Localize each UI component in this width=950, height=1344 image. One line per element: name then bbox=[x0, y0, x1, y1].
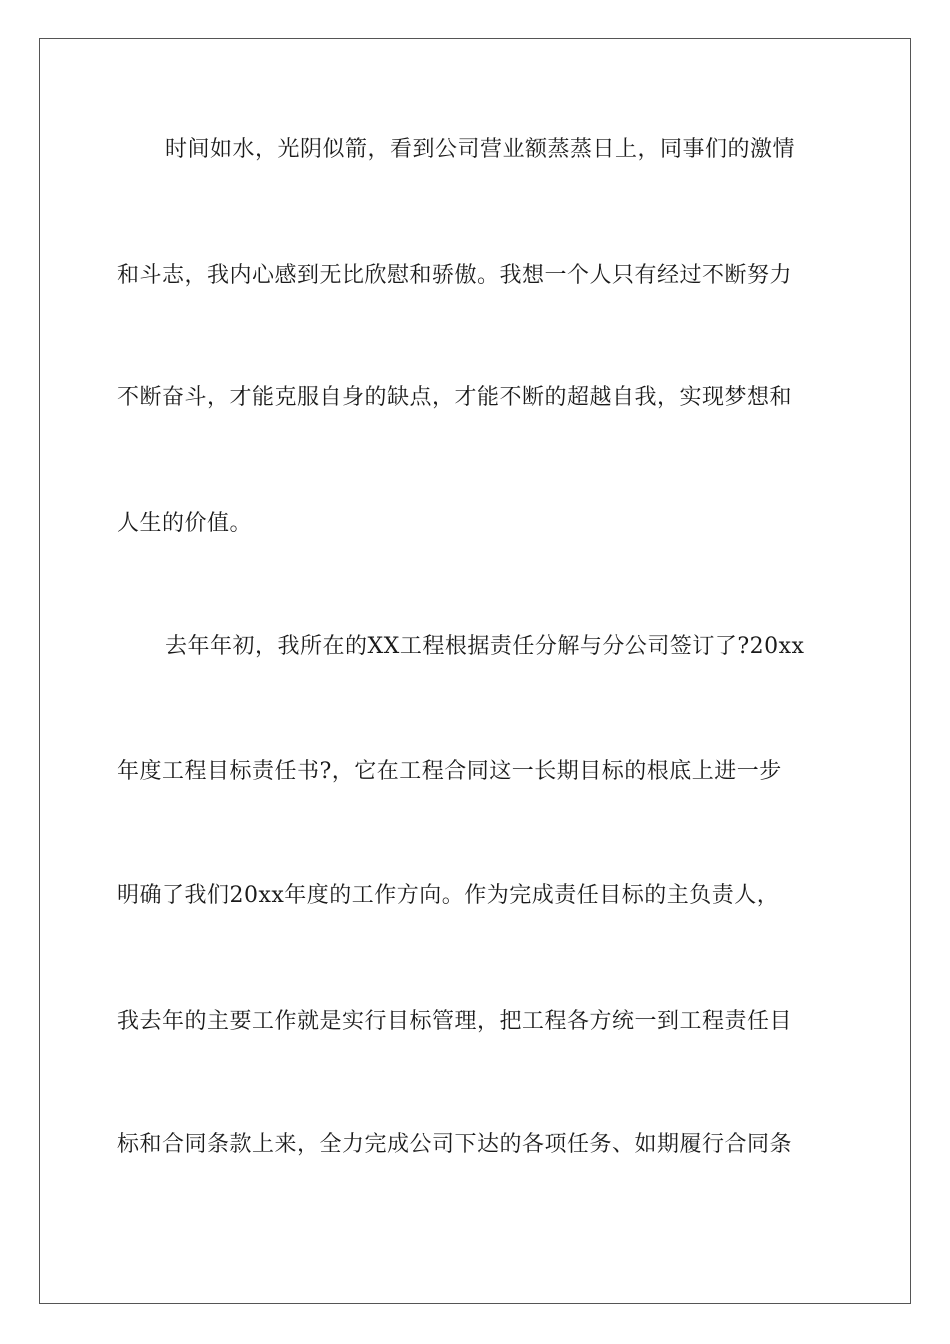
paragraph-2-line-5: 标和合同条款上来，全力完成公司下达的各项任务、如期履行合同条 bbox=[117, 1132, 793, 1157]
paragraph-1-line-3: 不断奋斗，才能克服自身的缺点，才能不断的超越自我，实现梦想和 bbox=[117, 385, 793, 410]
paragraph-2-line-1: 去年年初，我所在的XX工程根据责任分解与分公司签订了?20xx bbox=[165, 634, 805, 659]
paragraph-2-line-2: 年度工程目标责任书?，它在工程合同这一长期目标的根底上进一步 bbox=[117, 759, 782, 784]
paragraph-1-line-4: 人生的价值。 bbox=[117, 511, 253, 536]
paragraph-2-line-4: 我去年的主要工作就是实行目标管理，把工程各方统一到工程责任目 bbox=[117, 1009, 793, 1034]
paragraph-1-line-2: 和斗志，我内心感到无比欣慰和骄傲。我想一个人只有经过不断努力 bbox=[117, 263, 793, 288]
page-border bbox=[39, 38, 911, 1304]
paragraph-1-line-1: 时间如水，光阴似箭，看到公司营业额蒸蒸日上，同事们的激情 bbox=[165, 137, 796, 162]
paragraph-2-line-3: 明确了我们20xx年度的工作方向。作为完成责任目标的主负责人， bbox=[117, 883, 780, 908]
